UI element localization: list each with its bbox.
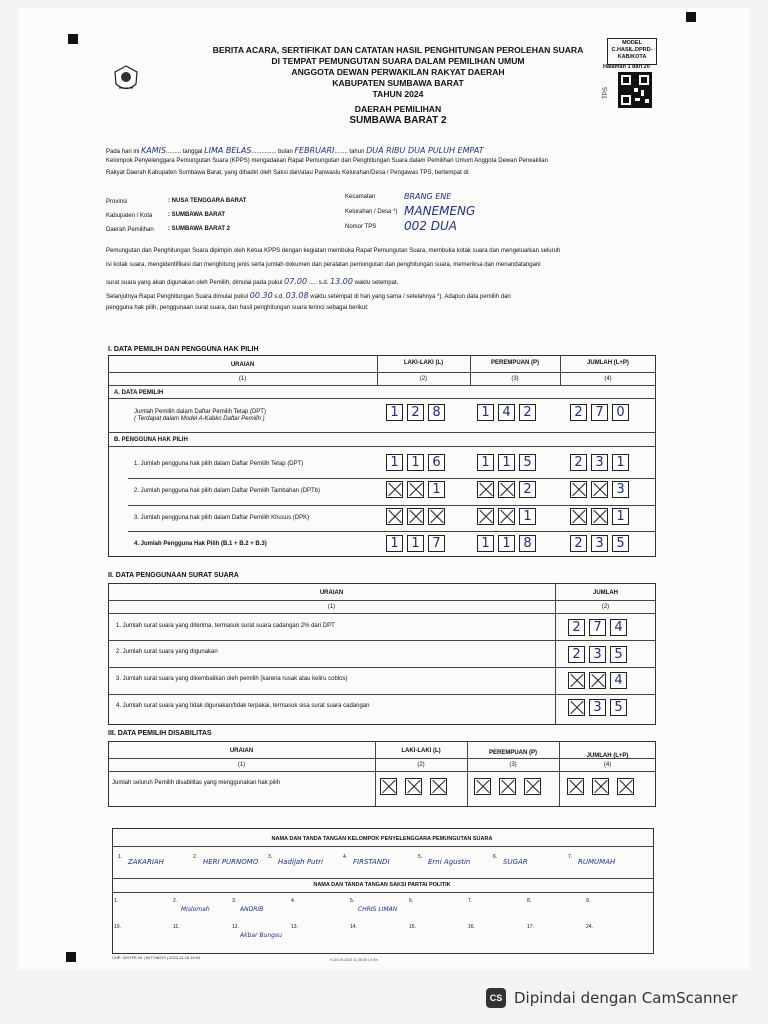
camscanner-watermark — [486, 986, 737, 1010]
saksi-number: 11. — [173, 924, 180, 930]
s1-b1-jumlah-digit-box: 3 — [591, 454, 608, 471]
kpps-signature: SUGAR — [503, 858, 528, 866]
s1-a-row1: Jumlah Pemilih dalam Daftar Pemilih Tetap (DPT) — [134, 409, 266, 415]
kpps-signature: Erni Agustin — [428, 858, 471, 866]
saksi-number: 15. — [409, 924, 416, 930]
s3-crossed-box — [524, 778, 541, 795]
saksi-number: 8. — [527, 898, 532, 904]
s2-num-1: (1) — [327, 604, 336, 610]
corner-marker-top-left — [68, 34, 78, 44]
camscanner-logo-icon — [486, 988, 506, 1008]
saksi-number: 13. — [291, 924, 298, 930]
s2-r1-digit-box: 2 — [568, 619, 585, 636]
s1-b2-jumlah-crossed-box — [570, 481, 587, 498]
header-line-4: KABUPATEN SUMBAWA BARAT — [332, 78, 464, 88]
kpps-signature: HERI PURNOMO — [203, 858, 259, 866]
s1-col-jumlah: JUMLAH (L+P) — [587, 360, 629, 366]
kab-value: : SUMBAWA BARAT — [168, 212, 225, 218]
dapil-row-label: Daerah Pemilihan — [106, 227, 154, 233]
tahun-label: tahun — [349, 149, 365, 155]
bulan-label: bulan — [278, 149, 293, 155]
s1-b1: 1. Jumlah pengguna hak pilih dalam Daftar Pemilih Tetap (DPT) — [134, 461, 304, 467]
s1-b3-jumlah-crossed-box — [591, 508, 608, 525]
kpps-number: 4. — [343, 854, 348, 860]
s1-a-jumlah-digit-box: 2 — [570, 404, 587, 421]
s2-r4-crossed-box — [568, 699, 585, 716]
s1-b4-laki-digit-box: 1 — [386, 535, 403, 552]
body-p3-a: surat suara yang akan digunakan oleh Pemilih, dimulai pada pukul — [106, 280, 283, 286]
s1-b1-laki-digit-box: 1 — [386, 454, 403, 471]
s1-b1-jumlah-digit-box: 2 — [570, 454, 587, 471]
s2-header-divider — [108, 600, 656, 601]
s1-b2-jumlah-digit-box: 3 — [612, 481, 629, 498]
page-number: Halaman 1 dari 20 — [603, 64, 650, 70]
s1-a-perempuan-digit-box: 4 — [498, 404, 515, 421]
s2-r3-digit-box: 4 — [610, 672, 627, 689]
s1-b3-perempuan-crossed-box — [477, 508, 494, 525]
s1-b4-laki-digit-box: 1 — [407, 535, 424, 552]
kecamatan-label: Kecamatan — [345, 194, 376, 200]
kpps-signature: RUMUMAH — [578, 858, 616, 866]
s3-row-1: Jumlah seluruh Pemilih disabilitas yang menggunakan hak pilih — [112, 780, 281, 786]
kpps-signature: FIRSTANDI — [353, 858, 390, 866]
s1-b2-laki-crossed-box — [386, 481, 403, 498]
s1-b3-laki-crossed-box — [386, 508, 403, 525]
vote-end-time: 13.00 — [330, 277, 353, 286]
hari-label: Pada hari ini — [106, 149, 140, 155]
s1-b4-jumlah-digit-box: 5 — [612, 535, 629, 552]
kpps-number: 5. — [418, 854, 423, 860]
s2-row-1: 1. Jumlah surat suara yang diterima, termasuk surat suara cadangan 2% dari DPT — [116, 623, 335, 629]
kpps-number: 2. — [193, 854, 198, 860]
intro-paragraph-1: Kelompok Penyelenggara Pemungutan Suara (KPPS) mengadakan Rapat Pemungutan dan Penghitungan Suara dalam Pemilihan Umum Anggota Dewan Perwakilan — [106, 158, 548, 164]
s1-b3-perempuan-digit-box: 1 — [519, 508, 536, 525]
s1-num-4: (4) — [604, 376, 612, 382]
s2-row-2: 2. Jumlah surat suara yang digunakan — [116, 649, 218, 655]
body-paragraph-5: pengguna hak pilih, penggunaan surat suara, dan hasil penghitungan suara terinci sebagai berikut: — [106, 305, 369, 311]
bulan-value: FEBRUARI — [294, 146, 335, 155]
body-paragraph-3: surat suara yang akan digunakan oleh Pemilih, dimulai pada pukul 07.00 ..... s.d. 13.00 waktu setempat. — [106, 277, 399, 286]
tahun-value: DUA RIBU DUA PULUH EMPAT — [366, 146, 484, 155]
footer-center: H-D3-09-2023 11:35:08 1.3 Kb — [330, 958, 378, 962]
s3-col-jumlah: JUMLAH (L+P) — [586, 753, 629, 759]
body-paragraph-4 — [106, 291, 511, 300]
kelurahan-value: MANEMENG — [404, 204, 476, 218]
body-p4-b: s.d. — [274, 294, 285, 300]
s1-b2-perempuan-digit-box: 2 — [519, 481, 536, 498]
s1-b3-perempuan-crossed-box — [498, 508, 515, 525]
corner-marker-bottom-left — [66, 952, 76, 962]
saksi-number: 3. — [232, 898, 237, 904]
s1-b4-jumlah-digit-box: 2 — [570, 535, 587, 552]
s1-col-uraian: URAIAN — [230, 362, 255, 368]
body-paragraph-2: isi kotak suara, mengidentifikasi dan menghitung jenis serta jumlah dokumen dan peralatan pemungutan dan penghitungan suara, memeriksa dan menandatangani — [106, 262, 541, 268]
intro-date-line: Pada hari ini KAMIS......... tanggal LIMA BELAS............... bulan FEBRUARI........ tahun DUA RIBU DUA PULUH EMPAT — [106, 146, 484, 155]
saksi-number: 7. — [468, 898, 473, 904]
s1-b2-laki-digit-box: 1 — [428, 481, 445, 498]
saksi-number: 4. — [291, 898, 296, 904]
s3-crossed-box — [430, 778, 447, 795]
camscanner-badge-text: CS — [489, 993, 503, 1003]
s3-crossed-box — [380, 778, 397, 795]
saksi-number: 17. — [527, 924, 534, 930]
body-p4-a: Selanjutnya Rapat Penghitungan Suara dimulai pukul — [106, 294, 249, 300]
header-line-5: TAHUN 2024 — [372, 89, 424, 99]
s1-b4-perempuan-digit-box: 1 — [477, 535, 494, 552]
s2-row-3: 3. Jumlah surat suara yang dikembalikan oleh pemilih (karena rusak atau keliru coblos) — [116, 676, 348, 682]
saksi-number: 12. — [232, 924, 239, 930]
footer-code: CHP: 5297FE-24 | 827746219 | 2023-11-16 16:04 — [112, 955, 201, 960]
corner-marker-top-right — [686, 12, 696, 22]
body-paragraph-1: Pemungutan dan Penghitungan Suara dipimpin oleh Ketua KPPS dengan kegiatan membuka Rapat Pemungutan Suara, membuka kotak suara dan mengeluarkan seluruh — [106, 248, 561, 254]
saksi-header-divider — [112, 892, 654, 893]
s1-a-laki-digit-box: 8 — [428, 404, 445, 421]
s1-b4-perempuan-digit-box: 8 — [519, 535, 536, 552]
s2-r2-digit-box: 2 — [568, 646, 585, 663]
s2-col-uraian: URAIAN — [319, 590, 344, 596]
body-p3-c: waktu setempat. — [354, 280, 399, 286]
s3-crossed-box — [617, 778, 634, 795]
s2-r2-digit-box: 3 — [589, 646, 606, 663]
s1-b3-laki-crossed-box — [407, 508, 424, 525]
kpps-title: NAMA DAN TANDA TANGAN KELOMPOK PENYELENGGARA PEMUNGUTAN SUARA — [271, 836, 493, 842]
section-3-title: III. DATA PEMILIH DISABILITAS — [108, 730, 212, 737]
section-1-title: I. DATA PEMILIH DAN PENGGUNA HAK PILIH — [108, 346, 259, 353]
saksi-title: NAMA DAN TANDA TANGAN SAKSI PARTAI POLITIK — [313, 882, 451, 888]
s1-a-end-divider — [108, 432, 656, 433]
kpps-header-divider — [112, 846, 654, 847]
s1-b2-jumlah-crossed-box — [591, 481, 608, 498]
s3-num-1: (1) — [237, 762, 246, 768]
saksi-number: 1. — [114, 898, 119, 904]
dapil-title: SUMBAWA BARAT 2 — [349, 115, 447, 126]
s1-num-1: (1) — [238, 376, 247, 382]
kecamatan-value: BRANG ENE — [404, 192, 452, 201]
s3-num-2: (2) — [417, 762, 425, 768]
count-end-time: 03.08 — [285, 291, 309, 300]
s3-num-4: (4) — [603, 762, 612, 768]
s1-b1-perempuan-digit-box: 1 — [477, 454, 494, 471]
tps-value: 002 DUA — [404, 219, 457, 233]
s1-b-divider — [108, 446, 656, 447]
s1-subheader-divider — [108, 385, 656, 386]
s1-b2-laki-crossed-box — [407, 481, 424, 498]
s1-col-perempuan: PEREMPUAN (P) — [490, 360, 539, 366]
s2-subheader-divider — [108, 613, 656, 614]
s2-num-2: (2) — [601, 604, 610, 610]
kpps-signature: ZAKARIAH — [128, 858, 164, 866]
s1-num-3: (3) — [511, 376, 519, 382]
header-line-1: BERITA ACARA, SERTIFIKAT DAN CATATAN HASIL PENGHITUNGAN PEROLEHAN SUARA — [212, 45, 584, 55]
s1-b3-jumlah-crossed-box — [570, 508, 587, 525]
saksi-signature: Akbar Bungsu — [240, 932, 282, 939]
body-p3-b: s.d. — [318, 280, 329, 286]
kelurahan-label: Kelurahan / Desa *) — [345, 209, 398, 215]
saksi-signature: Mislomah — [181, 906, 210, 913]
saksi-number: 6. — [409, 898, 414, 904]
s1-b1-divider — [128, 478, 656, 479]
s1-b-title: B. PENGGUNA HAK PILIH — [114, 437, 188, 443]
vote-start-time: 07.00 — [284, 277, 308, 286]
s3-crossed-box — [567, 778, 584, 795]
s3-col-divider-3 — [559, 741, 560, 806]
s1-a-perempuan-digit-box: 1 — [477, 404, 494, 421]
count-start-time: 00.30 — [249, 291, 273, 300]
model-line-2: C.HASIL.DPRD- — [611, 47, 653, 53]
camscanner-text: Dipindai dengan CamScanner — [514, 989, 738, 1007]
s2-r2-digit-box: 5 — [610, 646, 627, 663]
s1-b1-laki-digit-box: 1 — [407, 454, 424, 471]
s3-subheader-divider — [108, 771, 656, 772]
provinsi-value: : NUSA TENGGARA BARAT — [168, 198, 247, 204]
saksi-number: 14. — [350, 924, 357, 930]
s2-col-jumlah: JUMLAH — [593, 590, 618, 596]
s2-row3-divider — [108, 694, 656, 695]
provinsi-label: Provinsi — [106, 199, 128, 205]
saksi-number: 24. — [586, 924, 593, 930]
s2-r4-digit-box: 3 — [589, 699, 606, 716]
model-line-3: KAB/KOTA — [617, 54, 647, 60]
s1-b2-perempuan-crossed-box — [498, 481, 515, 498]
s1-a-title: A. DATA PEMILIH — [114, 390, 164, 396]
s1-b2-perempuan-crossed-box — [477, 481, 494, 498]
model-line-1: MODEL — [622, 40, 642, 46]
s1-b1-laki-digit-box: 6 — [428, 454, 445, 471]
kpps-number: 7. — [568, 854, 573, 860]
s3-crossed-box — [499, 778, 516, 795]
saksi-number: 10. — [114, 924, 121, 930]
kpps-number: 1. — [118, 854, 123, 860]
s3-num-3: (3) — [509, 762, 517, 768]
s3-col-uraian: URAIAN — [229, 748, 254, 754]
saksi-number: 2. — [173, 898, 178, 904]
header-line-3: ANGGOTA DEWAN PERWAKILAN RAKYAT DAERAH — [291, 67, 505, 77]
tanggal-label: tanggal — [182, 149, 203, 155]
kpps-number: 6. — [493, 854, 498, 860]
s1-b3-jumlah-digit-box: 1 — [612, 508, 629, 525]
section-2-title: II. DATA PENGGUNAAN SURAT SUARA — [108, 572, 239, 579]
s1-b3: 3. Jumlah pengguna hak pilih dalam Daftar Pemilih Khusus (DPK) — [134, 515, 310, 521]
saksi-number: 9. — [586, 898, 591, 904]
s2-r1-digit-box: 7 — [589, 619, 606, 636]
s1-b1-perempuan-digit-box: 1 — [498, 454, 515, 471]
s1-b4: 4. Jumlah Pengguna Hak Pilih (B.1 + B.2 + B.3) — [134, 541, 267, 547]
s1-a-jumlah-digit-box: 7 — [591, 404, 608, 421]
s2-row2-divider — [108, 667, 656, 668]
s1-b3-divider — [128, 531, 656, 532]
s3-crossed-box — [405, 778, 422, 795]
s2-r3-crossed-box — [589, 672, 606, 689]
s1-b2-divider — [128, 505, 656, 506]
tanggal-value: LIMA BELAS — [204, 146, 252, 155]
kpps-signature: Hadijah Putri — [278, 858, 324, 866]
s1-a-row1b: ( Terdapat dalam Model A-Kabko Daftar Pemilih ) — [134, 416, 265, 422]
s1-col-laki: LAKI-LAKI (L) — [403, 360, 444, 366]
intro-paragraph-2: Rakyat Daerah Kabupaten Sumbawa Barat, yang dihadiri oleh Saksi dan/atau Panwaslu Kelurahan/Desa / Pengawas TPS, bertempat di: — [106, 170, 470, 176]
s1-a-jumlah-digit-box: 0 — [612, 404, 629, 421]
saksi-signature: CHRIS LIMAN — [358, 906, 398, 913]
s1-b4-perempuan-digit-box: 1 — [498, 535, 515, 552]
s1-b4-laki-digit-box: 7 — [428, 535, 445, 552]
s2-r4-digit-box: 5 — [610, 699, 627, 716]
saksi-number: 5. — [350, 898, 355, 904]
s1-a-perempuan-digit-box: 2 — [519, 404, 536, 421]
s1-a-laki-digit-box: 1 — [386, 404, 403, 421]
s1-a-laki-digit-box: 2 — [407, 404, 424, 421]
s1-a-divider — [108, 398, 656, 399]
s2-r3-crossed-box — [568, 672, 585, 689]
tps-vertical-code: TPS — [602, 87, 609, 99]
body-p4-c: waktu setempat di hari yang sama / setelahnya *). Adapun data pemilih dan — [310, 294, 511, 300]
s3-col-laki: LAKI-LAKI (L) — [401, 748, 441, 754]
s2-row1-divider — [108, 640, 656, 641]
header-line-2: DI TEMPAT PEMUNGUTAN SUARA DALAM PEMILIHAN UMUM — [271, 56, 525, 66]
saksi-number: 16. — [468, 924, 475, 930]
hari-value: KAMIS — [141, 146, 167, 155]
s2-r1-digit-box: 4 — [610, 619, 627, 636]
s2-row-4: 4. Jumlah surat suara yang tidak digunakan/tidak terpakai, termasuk sisa surat suara cadangan — [116, 703, 370, 709]
kpps-number: 3. — [268, 854, 273, 860]
dapil-label: DAERAH PEMILIHAN — [354, 104, 442, 114]
s1-header-divider — [108, 372, 656, 373]
s1-b1-perempuan-digit-box: 5 — [519, 454, 536, 471]
s1-b3-laki-crossed-box — [428, 508, 445, 525]
s1-b1-jumlah-digit-box: 1 — [612, 454, 629, 471]
s3-col-perempuan: PEREMPUAN (P) — [488, 750, 537, 756]
s1-num-2: (2) — [419, 376, 428, 382]
s1-b2: 2. Jumlah pengguna hak pilih dalam Daftar Pemilih Tambahan (DPTb) — [134, 488, 320, 494]
tps-label: Nomor TPS — [345, 224, 377, 230]
s3-crossed-box — [592, 778, 609, 795]
saksi-header-top — [112, 878, 654, 879]
saksi-signature: ANDRIB — [240, 906, 264, 913]
kab-label: Kabupaten / Kota — [106, 213, 153, 219]
dapil-row-value: : SUMBAWA BARAT 2 — [168, 226, 230, 232]
s1-b4-jumlah-digit-box: 3 — [591, 535, 608, 552]
s3-crossed-box — [474, 778, 491, 795]
